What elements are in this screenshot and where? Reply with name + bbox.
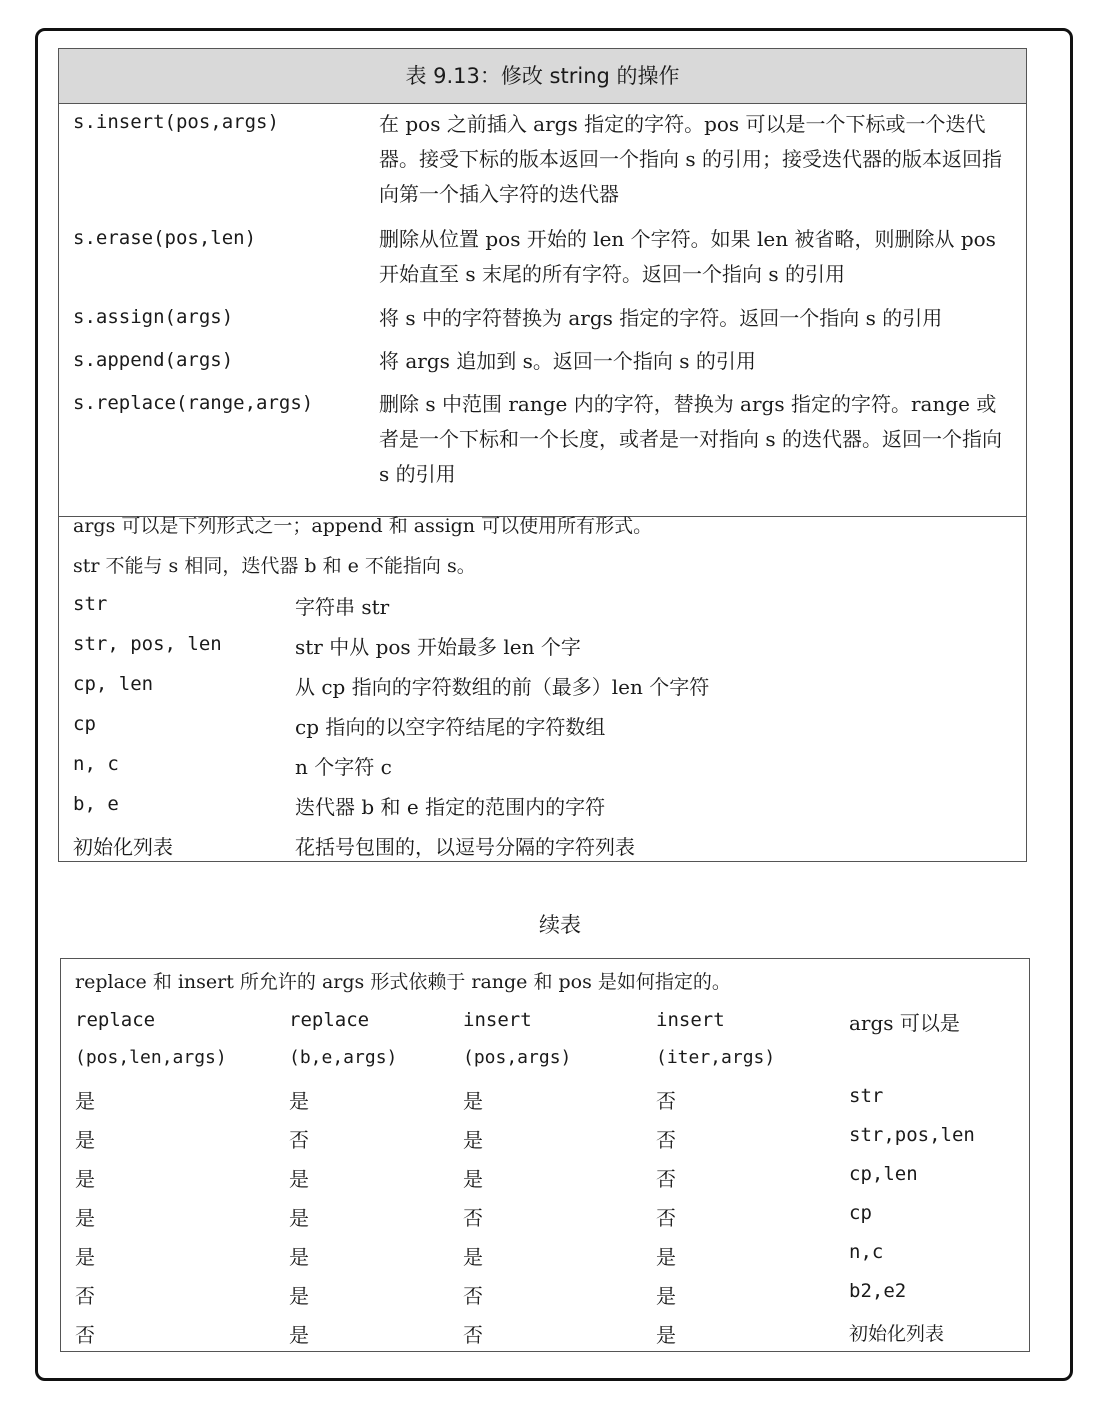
form-desc: 花括号包围的，以逗号分隔的字符列表 (295, 835, 635, 859)
header-cell: (iter,args) (656, 1047, 776, 1068)
header-cell: (pos,len,args) (75, 1047, 227, 1068)
args-note: args 可以是下列形式之一；append 和 assign 可以使用所有形式。 (73, 515, 653, 537)
row-support-cell: 否 (75, 1284, 95, 1308)
row-support-cell: 是 (463, 1128, 483, 1152)
row-support-cell: 是 (75, 1245, 95, 1269)
form-desc: 字符串 str (295, 595, 390, 619)
compat-note: replace 和 insert 所允许的 args 形式依赖于 range 和 pos 是如何指定的。 (75, 971, 731, 993)
form-name: cp (73, 713, 96, 735)
header-cell: (pos,args) (463, 1047, 572, 1068)
row-support-cell: 是 (656, 1323, 676, 1347)
op-assign-sig: s.assign(args) (73, 306, 234, 328)
args-compat-table (60, 958, 1030, 1352)
form-name: 初始化列表 (73, 835, 173, 859)
op-replace-sig: s.replace(range,args) (73, 392, 314, 414)
row-support-cell: 是 (656, 1245, 676, 1269)
row-support-cell: 否 (463, 1206, 483, 1230)
form-desc: 迭代器 b 和 e 指定的范围内的字符 (295, 795, 606, 819)
row-args-form: b2,e2 (849, 1280, 907, 1302)
form-desc: str 中从 pos 开始最多 len 个字 (295, 635, 581, 659)
row-support-cell: 是 (289, 1245, 309, 1269)
continued-caption: 续表 (539, 913, 581, 937)
form-name: str, pos, len (73, 633, 222, 655)
header-cell: (b,e,args) (289, 1047, 398, 1068)
row-support-cell: 否 (463, 1323, 483, 1347)
args-restriction-note: str 不能与 s 相同，迭代器 b 和 e 不能指向 s。 (73, 555, 476, 577)
op-insert-desc: 在 pos 之前插入 args 指定的字符。pos 可以是一个下标或一个迭代器。接受下标的版本返回一个指向 s 的引用；接受迭代器的版本返回指向第一个插入字符的迭代器 (379, 112, 1002, 206)
form-name: b, e (73, 793, 119, 815)
row-support-cell: 是 (656, 1284, 676, 1308)
row-support-cell: 是 (75, 1206, 95, 1230)
row-support-cell: 是 (289, 1206, 309, 1230)
row-support-cell: 否 (75, 1323, 95, 1347)
form-desc: cp 指向的以空字符结尾的字符数组 (295, 715, 606, 739)
row-args-form: 初始化列表 (849, 1323, 945, 1345)
form-desc: n 个字符 c (295, 755, 392, 779)
string-ops-table (58, 48, 1027, 862)
row-args-form: str (849, 1085, 884, 1107)
row-support-cell: 是 (289, 1284, 309, 1308)
row-support-cell: 是 (463, 1245, 483, 1269)
header-cell: args 可以是 (849, 1011, 960, 1035)
row-args-form: cp (849, 1202, 872, 1224)
row-support-cell: 是 (463, 1089, 483, 1113)
row-support-cell: 是 (75, 1128, 95, 1152)
row-support-cell: 否 (656, 1167, 676, 1191)
op-insert-sig: s.insert(pos,args) (73, 111, 279, 133)
header-cell: replace (75, 1009, 156, 1031)
form-name: n, c (73, 753, 119, 775)
row-support-cell: 是 (289, 1089, 309, 1113)
row-support-cell: 否 (656, 1089, 676, 1113)
row-support-cell: 是 (75, 1089, 95, 1113)
form-name: str (73, 593, 108, 615)
row-support-cell: 否 (463, 1284, 483, 1308)
row-support-cell: 否 (656, 1206, 676, 1230)
header-cell: insert (656, 1009, 725, 1031)
row-support-cell: 是 (75, 1167, 95, 1191)
row-args-form: cp,len (849, 1163, 918, 1185)
row-args-form: n,c (849, 1241, 884, 1263)
row-support-cell: 否 (289, 1128, 309, 1152)
row-support-cell: 否 (656, 1128, 676, 1152)
op-erase-desc: 删除从位置 pos 开始的 len 个字符。如果 len 被省略，则删除从 pos 开始直至 s 末尾的所有字符。返回一个指向 s 的引用 (379, 227, 996, 286)
row-support-cell: 是 (289, 1167, 309, 1191)
header-cell: replace (289, 1009, 370, 1031)
form-desc: 从 cp 指向的字符数组的前（最多）len 个字符 (295, 675, 710, 699)
row-args-form: str,pos,len (849, 1124, 975, 1146)
op-erase-sig: s.erase(pos,len) (73, 227, 257, 249)
table-title: 表 9.13：修改 string 的操作 (59, 49, 1026, 104)
row-support-cell: 是 (289, 1323, 309, 1347)
op-append-sig: s.append(args) (73, 349, 234, 371)
op-replace-desc: 删除 s 中范围 range 内的字符，替换为 args 指定的字符。range 或者是一个下标和一个长度，或者是一对指向 s 的迭代器。返回一个指向 s 的引用 (379, 392, 1002, 486)
row-support-cell: 是 (463, 1167, 483, 1191)
op-append-desc: 将 args 追加到 s。返回一个指向 s 的引用 (379, 349, 756, 373)
header-cell: insert (463, 1009, 532, 1031)
form-name: cp, len (73, 673, 154, 695)
op-assign-desc: 将 s 中的字符替换为 args 指定的字符。返回一个指向 s 的引用 (379, 306, 943, 330)
